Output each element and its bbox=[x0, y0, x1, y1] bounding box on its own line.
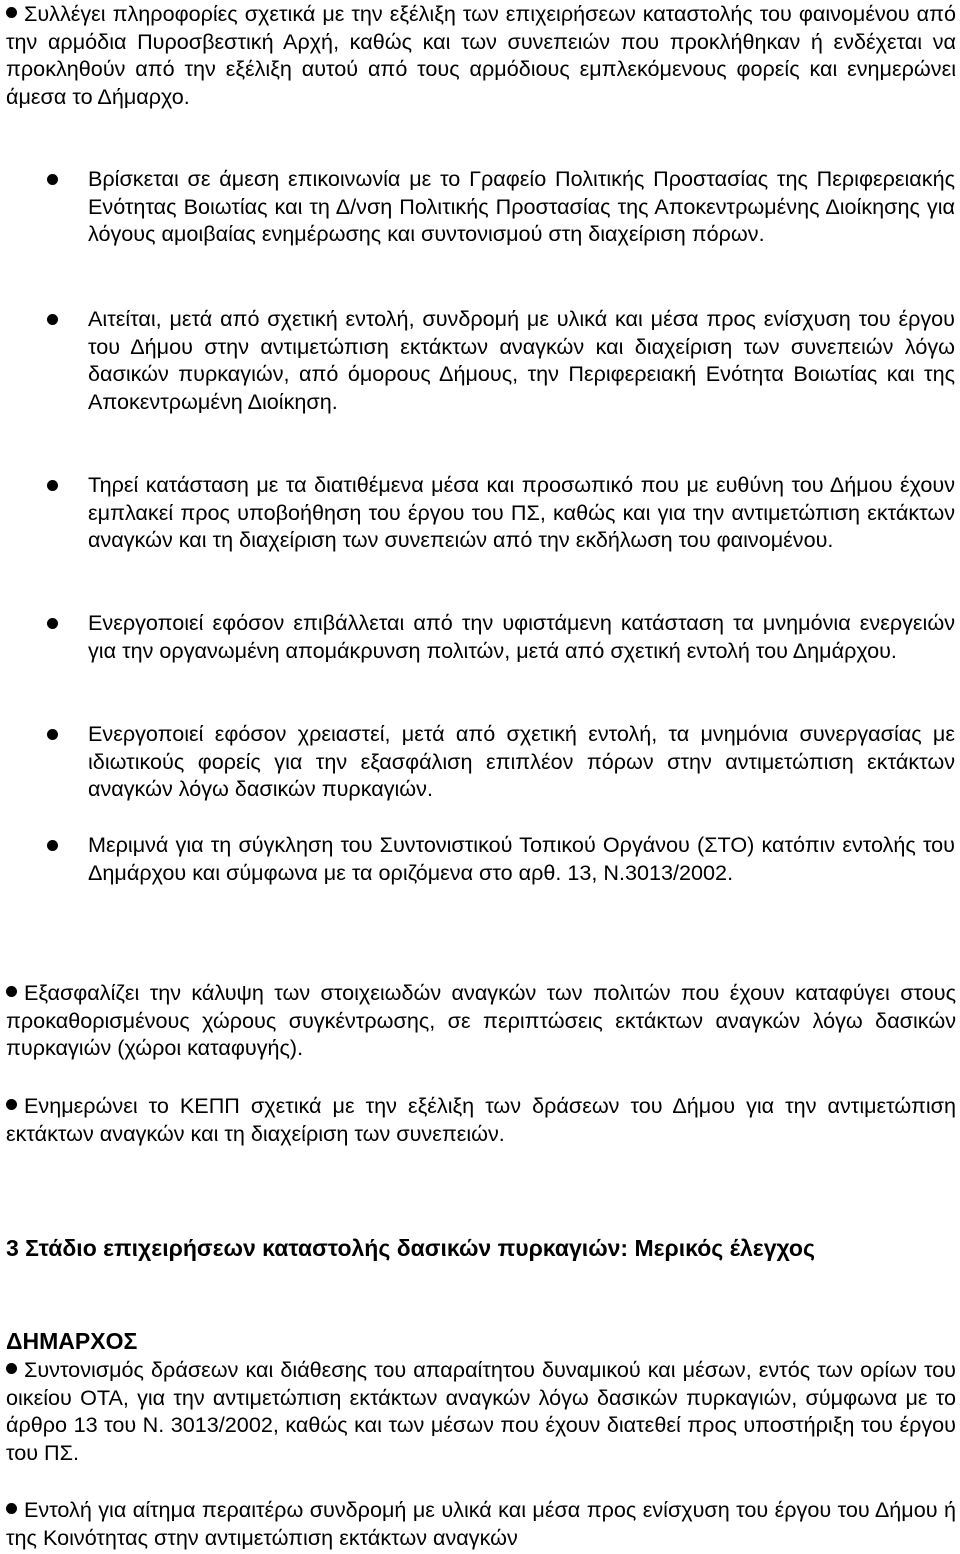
indented-bullet-6 bbox=[47, 831, 955, 886]
intro-bullet bbox=[6, 0, 956, 110]
mayor-bullet-text: Συντονισμός δράσεων και διάθεσης του απαραίτητου δυναμικού και μέσων, εντός των ορίων του οικείου ΟΤΑ, για την αντιμετώπιση εκτάκτων αναγκών λόγω δασικών πυρκαγιών, σύμφωνα με το άρθρο 13 του Ν. 3013/2002, καθώς και των μέσων που έχουν διατεθεί προς υποστήριξη του έργου του ΠΣ. bbox=[6, 1357, 956, 1465]
bullet-icon bbox=[6, 1099, 17, 1110]
mayor-bullet-2 bbox=[6, 1496, 956, 1551]
indented-bullet-text: Ενεργοποιεί εφόσον χρειαστεί, μετά από σχετική εντολή, τα μνημόνια συνεργασίας με ιδιωτικούς φορείς για την εξασφάλιση επιπλέον πόρων στην αντιμετώπιση εκτάκτων αναγκών λόγω δασικών πυρκαγιών. bbox=[88, 721, 955, 801]
mayor-bullet-text: Εντολή για αίτημα περαιτέρω συνδρομή με υλικά και μέσα προς ενίσχυση του έργου του Δήμου ή της Κοινότητας στην αντιμετώπιση εκτάκτων αναγκών bbox=[6, 1497, 956, 1550]
mayor-bullet-1 bbox=[6, 1356, 956, 1466]
indented-bullet-4 bbox=[47, 609, 955, 664]
indented-bullet-2 bbox=[47, 305, 955, 415]
bullet-icon bbox=[47, 840, 58, 851]
indented-bullet-5 bbox=[47, 720, 955, 803]
section-heading-text: 3 Στάδιο επιχειρήσεων καταστολής δασικών πυρκαγιών: Μερικός έλεγχος bbox=[6, 1235, 815, 1261]
bullet-icon bbox=[47, 729, 58, 740]
bullet-icon bbox=[47, 314, 58, 325]
bullet-icon bbox=[6, 986, 17, 997]
indented-bullet-text: Βρίσκεται σε άμεση επικοινωνία με το Γραφείο Πολιτικής Προστασίας της Περιφερειακής Ενότητας Βοιωτίας και τη Δ/νση Πολιτικής Προστασίας της Αποκεντρωμένης Διοίκησης για λόγους αμοιβαίας ενημέρωσης και συντονισμού στη διαχείριση πόρων. bbox=[88, 166, 955, 246]
flush-bullet-text: Ενημερώνει το ΚΕΠΠ σχετικά με την εξέλιξη των δράσεων του Δήμου για την αντιμετώπιση εκτάκτων αναγκών και τη διαχείριση των συνεπειών. bbox=[6, 1093, 956, 1146]
indented-bullet-text: Τηρεί κατάσταση με τα διατιθέμενα μέσα και προσωπικό που με ευθύνη του Δήμου έχουν εμπλακεί προς υποβοήθηση του έργου του ΠΣ, καθώς και για την αντιμετώπιση εκτάκτων αναγκών και τη διαχείριση των συνεπειών από την εκδήλωση του φαινομένου. bbox=[88, 472, 955, 552]
bullet-icon bbox=[47, 174, 58, 185]
bullet-icon bbox=[6, 7, 17, 18]
section-heading bbox=[6, 1233, 956, 1263]
indented-bullet-3 bbox=[47, 471, 955, 554]
mayor-heading: ΔΗΜΑΡΧΟΣ bbox=[6, 1328, 138, 1354]
indented-bullet-1 bbox=[47, 165, 955, 248]
bullet-icon bbox=[6, 1503, 17, 1514]
indented-bullet-text: Ενεργοποιεί εφόσον επιβάλλεται από την υφιστάμενη κατάσταση τα μνημόνια ενεργειών για την οργανωμένη απομάκρυνση πολιτών, μετά από σχετική εντολή του Δημάρχου. bbox=[88, 610, 955, 663]
bullet-icon bbox=[47, 618, 58, 629]
flush-bullet-text: Εξασφαλίζει την κάλυψη των στοιχειωδών αναγκών των πολιτών που έχουν καταφύγει στους προκαθορισμένους χώρους συγκέντρωσης, σε περιπτώσεις εκτάκτων αναγκών λόγω δασικών πυρκαγιών (χώροι καταφυγής). bbox=[6, 980, 956, 1060]
flush-bullet-1 bbox=[6, 979, 956, 1062]
bullet-icon bbox=[47, 480, 58, 491]
flush-bullet-2 bbox=[6, 1092, 956, 1147]
bullet-icon bbox=[6, 1363, 17, 1374]
intro-bullet-text: Συλλέγει πληροφορίες σχετικά με την εξέλιξη των επιχειρήσεων καταστολής του φαινομένου από την αρμόδια Πυροσβεστική Αρχή, καθώς και των συνεπειών που προκλήθηκαν ή ενδέχεται να προκληθούν από την εξέλιξη αυτού από τους αρμόδιους εμπλεκόμενους φορείς και ενημερώνει άμεσα το Δήμαρχο. bbox=[6, 1, 956, 109]
indented-bullet-text: Μεριμνά για τη σύγκληση του Συντονιστικού Τοπικού Οργάνου (ΣΤΟ) κατόπιν εντολής του Δημάρχου και σύμφωνα με τα οριζόμενα στο αρθ. 13, Ν.3013/2002. bbox=[88, 832, 955, 885]
indented-bullet-text: Αιτείται, μετά από σχετική εντολή, συνδρομή με υλικά και μέσα προς ενίσχυση του έργου του Δήμου στην αντιμετώπιση εκτάκτων αναγκών και διαχείριση των συνεπειών λόγω δασικών πυρκαγιών, από όμορους Δήμους, την Περιφερειακή Ενότητα Βοιωτίας και της Αποκεντρωμένη Διοίκηση. bbox=[88, 306, 955, 414]
